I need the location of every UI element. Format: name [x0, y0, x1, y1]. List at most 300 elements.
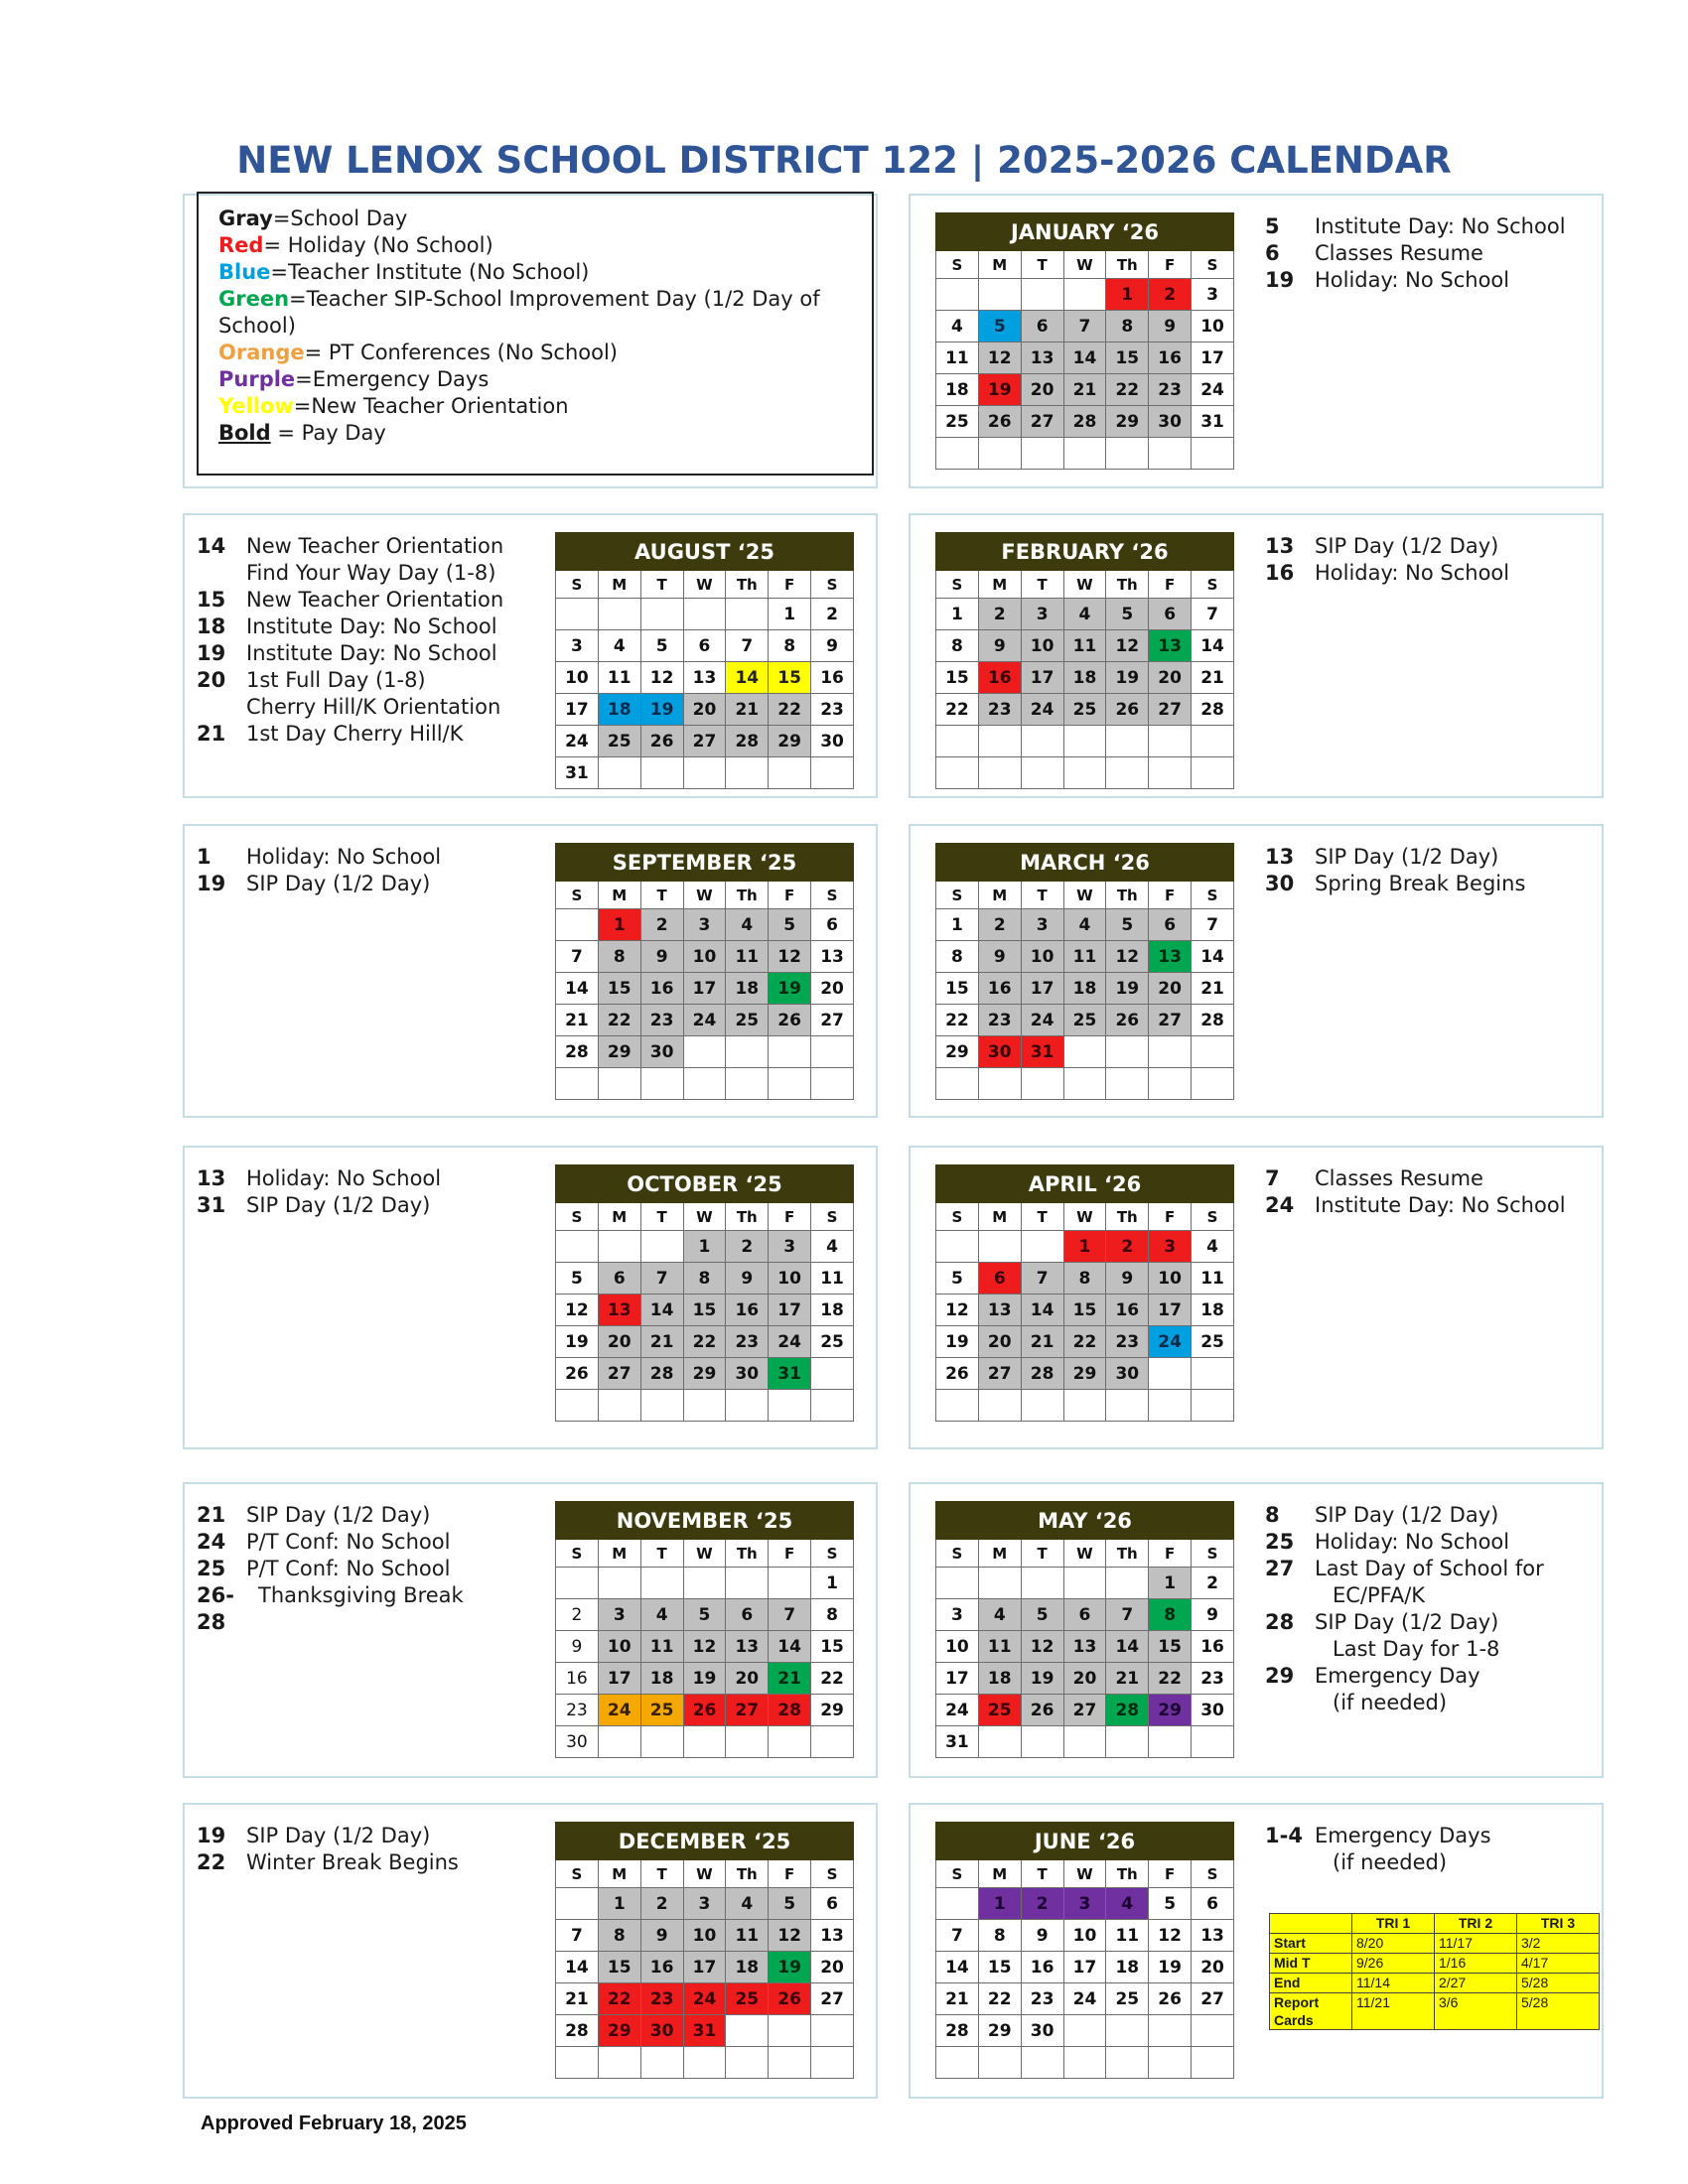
day-cell: 7 — [640, 1263, 683, 1295]
day-cell: 27 — [683, 726, 726, 757]
day-cell: 22 — [1149, 1663, 1192, 1695]
event-date: 28 — [1265, 1610, 1295, 1634]
events-september — [197, 844, 441, 897]
day-cell: 12 — [978, 342, 1021, 374]
event-text: Cherry Hill/K Orientation — [246, 695, 501, 719]
event-row — [1265, 844, 1525, 871]
empty-cell — [556, 1888, 599, 1920]
event-row — [197, 1192, 441, 1219]
event-date: 21 — [197, 1503, 226, 1527]
trimester-date: 4/17 — [1517, 1954, 1600, 1974]
day-cell: 14 — [726, 662, 769, 694]
event-row — [197, 533, 503, 560]
event-date — [1265, 1690, 1315, 1716]
event-text: Last Day for 1-8 — [1333, 1637, 1500, 1661]
event-date — [197, 560, 246, 587]
empty-cell — [1149, 1358, 1192, 1390]
weekday-header: Th — [1106, 571, 1149, 599]
day-cell: 29 — [769, 726, 811, 757]
weekday-header: M — [978, 1540, 1021, 1568]
day-cell: 22 — [598, 1983, 640, 2015]
day-cell: 9 — [640, 1920, 683, 1952]
day-cell: 12 — [683, 1631, 726, 1663]
day-cell: 2 — [978, 909, 1021, 941]
day-cell: 23 — [978, 1005, 1021, 1036]
day-cell: 28 — [1192, 1005, 1234, 1036]
day-cell: 4 — [936, 311, 979, 342]
calendar-september — [555, 843, 854, 1100]
day-cell: 30 — [640, 2015, 683, 2047]
weekday-header: Th — [1106, 1860, 1149, 1888]
empty-cell — [726, 1568, 769, 1599]
event-row — [1265, 1502, 1544, 1529]
day-cell: 23 — [1021, 1983, 1063, 2015]
empty-cell — [726, 1726, 769, 1758]
empty-cell — [1063, 1390, 1106, 1422]
event-date: 13 — [1265, 845, 1295, 869]
calendar-june — [935, 1822, 1234, 2079]
day-cell: 25 — [640, 1695, 683, 1726]
day-cell: 5 — [769, 1888, 811, 1920]
day-cell: 30 — [811, 726, 854, 757]
event-row — [1265, 560, 1509, 587]
day-cell: 17 — [1063, 1952, 1106, 1983]
day-cell: 26 — [1021, 1695, 1063, 1726]
event-date: 1-4 — [1265, 1824, 1303, 1847]
day-cell: 15 — [598, 1952, 640, 1983]
day-cell: 23 — [1149, 374, 1192, 406]
day-cell: 3 — [1192, 279, 1234, 311]
day-cell: 5 — [1021, 1599, 1063, 1631]
day-cell: 26 — [683, 1695, 726, 1726]
day-cell: 31 — [769, 1358, 811, 1390]
empty-cell — [1106, 1568, 1149, 1599]
empty-cell — [1021, 1231, 1063, 1263]
day-cell: 9 — [978, 941, 1021, 973]
day-cell: 20 — [1149, 973, 1192, 1005]
day-cell: 3 — [1063, 1888, 1106, 1920]
day-cell: 16 — [556, 1663, 599, 1695]
empty-cell — [1149, 1390, 1192, 1422]
event-date: 8 — [1265, 1503, 1280, 1527]
events-march — [1265, 844, 1525, 897]
day-cell: 21 — [726, 694, 769, 726]
day-cell: 26 — [1149, 1983, 1192, 2015]
day-cell: 27 — [811, 1005, 854, 1036]
day-cell: 7 — [556, 941, 599, 973]
events-june — [1265, 1823, 1491, 1876]
weekday-header: M — [598, 571, 640, 599]
weekday-header: Th — [726, 1860, 769, 1888]
day-cell: 24 — [1063, 1983, 1106, 2015]
event-text: SIP Day (1/2 Day) — [246, 1193, 431, 1217]
legend-entry — [218, 286, 852, 340]
day-cell: 25 — [726, 1983, 769, 2015]
day-cell: 17 — [1021, 662, 1063, 694]
day-cell: 30 — [1106, 1358, 1149, 1390]
empty-cell — [1192, 438, 1234, 470]
day-cell: 24 — [769, 1326, 811, 1358]
empty-cell — [598, 1726, 640, 1758]
weekday-header: T — [640, 882, 683, 909]
trimester-header: TRI 1 — [1352, 1914, 1435, 1934]
day-cell: 28 — [556, 2015, 599, 2047]
day-cell: 9 — [811, 630, 854, 662]
empty-cell — [726, 757, 769, 789]
day-cell: 14 — [936, 1952, 979, 1983]
day-cell: 6 — [1063, 1599, 1106, 1631]
day-cell: 29 — [978, 2015, 1021, 2047]
empty-cell — [811, 1358, 854, 1390]
day-cell: 3 — [1021, 909, 1063, 941]
day-cell: 16 — [640, 973, 683, 1005]
empty-cell — [1063, 1726, 1106, 1758]
day-cell: 10 — [683, 1920, 726, 1952]
day-cell: 24 — [556, 726, 599, 757]
empty-cell — [811, 757, 854, 789]
day-cell: 21 — [1192, 662, 1234, 694]
trimester-date: 8/20 — [1352, 1934, 1435, 1954]
weekday-header: S — [556, 1860, 599, 1888]
empty-cell — [978, 438, 1021, 470]
day-cell: 16 — [1149, 342, 1192, 374]
day-cell: 26 — [556, 1358, 599, 1390]
weekday-header: Th — [1106, 1203, 1149, 1231]
day-cell: 26 — [769, 1005, 811, 1036]
day-cell: 9 — [978, 630, 1021, 662]
empty-cell — [1149, 726, 1192, 757]
event-text: Emergency Days — [1315, 1824, 1491, 1847]
day-cell: 18 — [1063, 973, 1106, 1005]
empty-cell — [556, 1231, 599, 1263]
day-cell: 13 — [1063, 1631, 1106, 1663]
event-text: SIP Day (1/2 Day) — [1315, 534, 1499, 558]
month-title: APRIL ‘26 — [936, 1165, 1234, 1203]
empty-cell — [1106, 1068, 1149, 1100]
day-cell: 2 — [978, 599, 1021, 630]
day-cell: 6 — [1149, 599, 1192, 630]
weekday-header: W — [1063, 1203, 1106, 1231]
events-january — [1265, 213, 1566, 294]
day-cell: 2 — [556, 1599, 599, 1631]
day-cell: 15 — [936, 662, 979, 694]
day-cell: 7 — [1021, 1263, 1063, 1295]
event-row — [197, 560, 503, 587]
legend-key: Bold — [218, 421, 271, 445]
trimester-date: 11/14 — [1352, 1974, 1435, 1993]
day-cell: 19 — [640, 694, 683, 726]
weekday-header: T — [1021, 571, 1063, 599]
empty-cell — [1106, 757, 1149, 789]
day-cell: 10 — [1192, 311, 1234, 342]
month-title: JUNE ‘26 — [936, 1823, 1234, 1860]
day-cell: 4 — [726, 1888, 769, 1920]
empty-cell — [769, 1068, 811, 1100]
event-date: 31 — [197, 1193, 226, 1217]
day-cell: 20 — [1021, 374, 1063, 406]
weekday-header: F — [1149, 1540, 1192, 1568]
day-cell: 6 — [726, 1599, 769, 1631]
event-row — [197, 721, 503, 748]
weekday-header: Th — [1106, 1540, 1149, 1568]
weekday-header: F — [769, 1860, 811, 1888]
event-date — [1265, 1636, 1315, 1663]
empty-cell — [769, 2015, 811, 2047]
day-cell: 29 — [936, 1036, 979, 1068]
day-cell: 18 — [726, 1952, 769, 1983]
empty-cell — [683, 757, 726, 789]
day-cell: 13 — [978, 1295, 1021, 1326]
month-title: FEBRUARY ‘26 — [936, 533, 1234, 571]
day-cell: 8 — [1106, 311, 1149, 342]
day-cell: 30 — [1021, 2015, 1063, 2047]
empty-cell — [726, 1390, 769, 1422]
day-cell: 2 — [726, 1231, 769, 1263]
empty-cell — [1021, 438, 1063, 470]
day-cell: 25 — [811, 1326, 854, 1358]
day-cell: 14 — [640, 1295, 683, 1326]
empty-cell — [726, 2047, 769, 2079]
event-text: New Teacher Orientation — [246, 534, 504, 558]
day-cell: 1 — [598, 1888, 640, 1920]
day-cell: 7 — [1063, 311, 1106, 342]
weekday-header: M — [978, 1860, 1021, 1888]
weekday-header: M — [978, 251, 1021, 279]
day-cell: 6 — [1149, 909, 1192, 941]
day-cell: 23 — [640, 1983, 683, 2015]
day-cell: 10 — [1021, 630, 1063, 662]
day-cell: 13 — [598, 1295, 640, 1326]
empty-cell — [1063, 1036, 1106, 1068]
event-text: Institute Day: No School — [1315, 1193, 1566, 1217]
empty-cell — [726, 2015, 769, 2047]
event-text: EC/PFA/K — [1333, 1583, 1426, 1607]
weekday-header: S — [936, 1540, 979, 1568]
day-cell: 1 — [811, 1568, 854, 1599]
empty-cell — [640, 1568, 683, 1599]
day-cell: 11 — [936, 342, 979, 374]
day-cell: 9 — [1021, 1920, 1063, 1952]
day-cell: 21 — [556, 1983, 599, 2015]
day-cell: 13 — [1149, 630, 1192, 662]
day-cell: 7 — [769, 1599, 811, 1631]
event-text: SIP Day (1/2 Day) — [246, 1503, 431, 1527]
day-cell: 7 — [726, 630, 769, 662]
day-cell: 3 — [1149, 1231, 1192, 1263]
legend-entry — [218, 366, 852, 393]
event-date: 7 — [1265, 1166, 1280, 1190]
weekday-header: W — [683, 882, 726, 909]
event-date: 14 — [197, 534, 226, 558]
empty-cell — [978, 1568, 1021, 1599]
day-cell: 14 — [1106, 1631, 1149, 1663]
day-cell: 5 — [683, 1599, 726, 1631]
day-cell: 23 — [978, 694, 1021, 726]
day-cell: 26 — [936, 1358, 979, 1390]
day-cell: 1 — [978, 1888, 1021, 1920]
day-cell: 21 — [1106, 1663, 1149, 1695]
empty-cell — [811, 1726, 854, 1758]
trimester-date: 5/28 — [1517, 1974, 1600, 1993]
day-cell: 25 — [1106, 1983, 1149, 2015]
day-cell: 11 — [726, 941, 769, 973]
day-cell: 7 — [1192, 909, 1234, 941]
empty-cell — [1106, 726, 1149, 757]
day-cell: 28 — [936, 2015, 979, 2047]
empty-cell — [1021, 279, 1063, 311]
weekday-header: Th — [1106, 882, 1149, 909]
empty-cell — [598, 757, 640, 789]
event-row — [1265, 533, 1509, 560]
trimester-header: TRI 2 — [1435, 1914, 1517, 1934]
day-cell: 4 — [726, 909, 769, 941]
weekday-header: F — [769, 882, 811, 909]
legend-entry — [218, 259, 852, 286]
day-cell: 3 — [1021, 599, 1063, 630]
day-cell: 17 — [556, 694, 599, 726]
legend-text: =Emergency Days — [295, 367, 490, 391]
empty-cell — [598, 599, 640, 630]
calendar-january — [935, 212, 1234, 470]
empty-cell — [1021, 726, 1063, 757]
day-cell: 24 — [936, 1695, 979, 1726]
empty-cell — [936, 726, 979, 757]
event-text: Thanksgiving Break — [258, 1583, 464, 1607]
event-row — [1265, 871, 1525, 897]
event-row — [1265, 1663, 1544, 1690]
day-cell: 31 — [1021, 1036, 1063, 1068]
day-cell: 21 — [936, 1983, 979, 2015]
event-date: 24 — [197, 1530, 226, 1554]
month-title: DECEMBER ‘25 — [556, 1823, 854, 1860]
event-date: 26-28 — [197, 1583, 234, 1634]
day-cell: 2 — [640, 1888, 683, 1920]
empty-cell — [1063, 1068, 1106, 1100]
day-cell: 19 — [1149, 1952, 1192, 1983]
events-december — [197, 1823, 459, 1876]
empty-cell — [978, 757, 1021, 789]
empty-cell — [598, 1068, 640, 1100]
day-cell: 16 — [640, 1952, 683, 1983]
day-cell: 12 — [769, 1920, 811, 1952]
legend-key: Green — [218, 287, 290, 311]
day-cell: 22 — [978, 1983, 1021, 2015]
day-cell: 3 — [598, 1599, 640, 1631]
day-cell: 30 — [726, 1358, 769, 1390]
event-text: (if needed) — [1333, 1691, 1448, 1714]
event-date: 18 — [197, 614, 226, 638]
day-cell: 12 — [769, 941, 811, 973]
legend-text: =Teacher Institute (No School) — [270, 260, 590, 284]
day-cell: 11 — [726, 1920, 769, 1952]
empty-cell — [683, 2047, 726, 2079]
legend-entry — [218, 232, 852, 259]
day-cell: 23 — [726, 1326, 769, 1358]
month-title: NOVEMBER ‘25 — [556, 1502, 854, 1540]
event-row — [1265, 213, 1566, 240]
month-title: MAY ‘26 — [936, 1502, 1234, 1540]
day-cell: 11 — [1063, 941, 1106, 973]
empty-cell — [936, 1390, 979, 1422]
event-row — [197, 667, 503, 694]
day-cell: 18 — [1063, 662, 1106, 694]
empty-cell — [683, 1390, 726, 1422]
weekday-header: T — [1021, 882, 1063, 909]
weekday-header: S — [811, 1203, 854, 1231]
day-cell: 2 — [1192, 1568, 1234, 1599]
weekday-header: T — [640, 1203, 683, 1231]
event-text: 1st Day Cherry Hill/K — [246, 722, 464, 746]
day-cell: 3 — [683, 909, 726, 941]
day-cell: 25 — [978, 1695, 1021, 1726]
day-cell: 17 — [1192, 342, 1234, 374]
event-date: 1 — [197, 845, 211, 869]
day-cell: 14 — [556, 973, 599, 1005]
day-cell: 29 — [1063, 1358, 1106, 1390]
empty-cell — [598, 1568, 640, 1599]
empty-cell — [1149, 1726, 1192, 1758]
day-cell: 2 — [811, 599, 854, 630]
event-date: 21 — [197, 722, 226, 746]
legend-key: Red — [218, 233, 264, 257]
day-cell: 4 — [978, 1599, 1021, 1631]
events-may — [1265, 1502, 1544, 1716]
empty-cell — [978, 1231, 1021, 1263]
day-cell: 28 — [640, 1358, 683, 1390]
empty-cell — [1149, 1036, 1192, 1068]
event-date: 30 — [1265, 872, 1295, 895]
empty-cell — [640, 757, 683, 789]
day-cell: 12 — [936, 1295, 979, 1326]
day-cell: 29 — [1106, 406, 1149, 438]
day-cell: 28 — [1192, 694, 1234, 726]
weekday-header: W — [1063, 1860, 1106, 1888]
day-cell: 3 — [556, 630, 599, 662]
day-cell: 1 — [936, 909, 979, 941]
empty-cell — [1192, 1036, 1234, 1068]
event-text: Institute Day: No School — [1315, 214, 1566, 238]
empty-cell — [769, 1390, 811, 1422]
event-text: Winter Break Begins — [246, 1850, 459, 1874]
empty-cell — [1021, 1726, 1063, 1758]
day-cell: 13 — [811, 941, 854, 973]
day-cell: 27 — [1063, 1695, 1106, 1726]
empty-cell — [978, 1390, 1021, 1422]
event-date: 15 — [197, 588, 226, 612]
legend-entry — [218, 340, 852, 366]
calendar-november — [555, 1501, 854, 1758]
day-cell: 11 — [978, 1631, 1021, 1663]
day-cell: 19 — [1106, 662, 1149, 694]
day-cell: 25 — [1192, 1326, 1234, 1358]
empty-cell — [598, 1231, 640, 1263]
weekday-header: S — [1192, 1203, 1234, 1231]
month-title: SEPTEMBER ‘25 — [556, 844, 854, 882]
day-cell: 25 — [1063, 694, 1106, 726]
day-cell: 2 — [640, 909, 683, 941]
empty-cell — [1063, 2015, 1106, 2047]
day-cell: 28 — [1021, 1358, 1063, 1390]
trimester-date: 5/28 — [1517, 1993, 1600, 2030]
day-cell: 19 — [1021, 1663, 1063, 1695]
weekday-header: S — [556, 882, 599, 909]
month-title: JANUARY ‘26 — [936, 213, 1234, 251]
event-text: SIP Day (1/2 Day) — [1315, 1610, 1499, 1634]
day-cell: 15 — [936, 973, 979, 1005]
weekday-header: T — [1021, 251, 1063, 279]
trimester-date: 3/2 — [1517, 1934, 1600, 1954]
event-date — [197, 694, 246, 721]
